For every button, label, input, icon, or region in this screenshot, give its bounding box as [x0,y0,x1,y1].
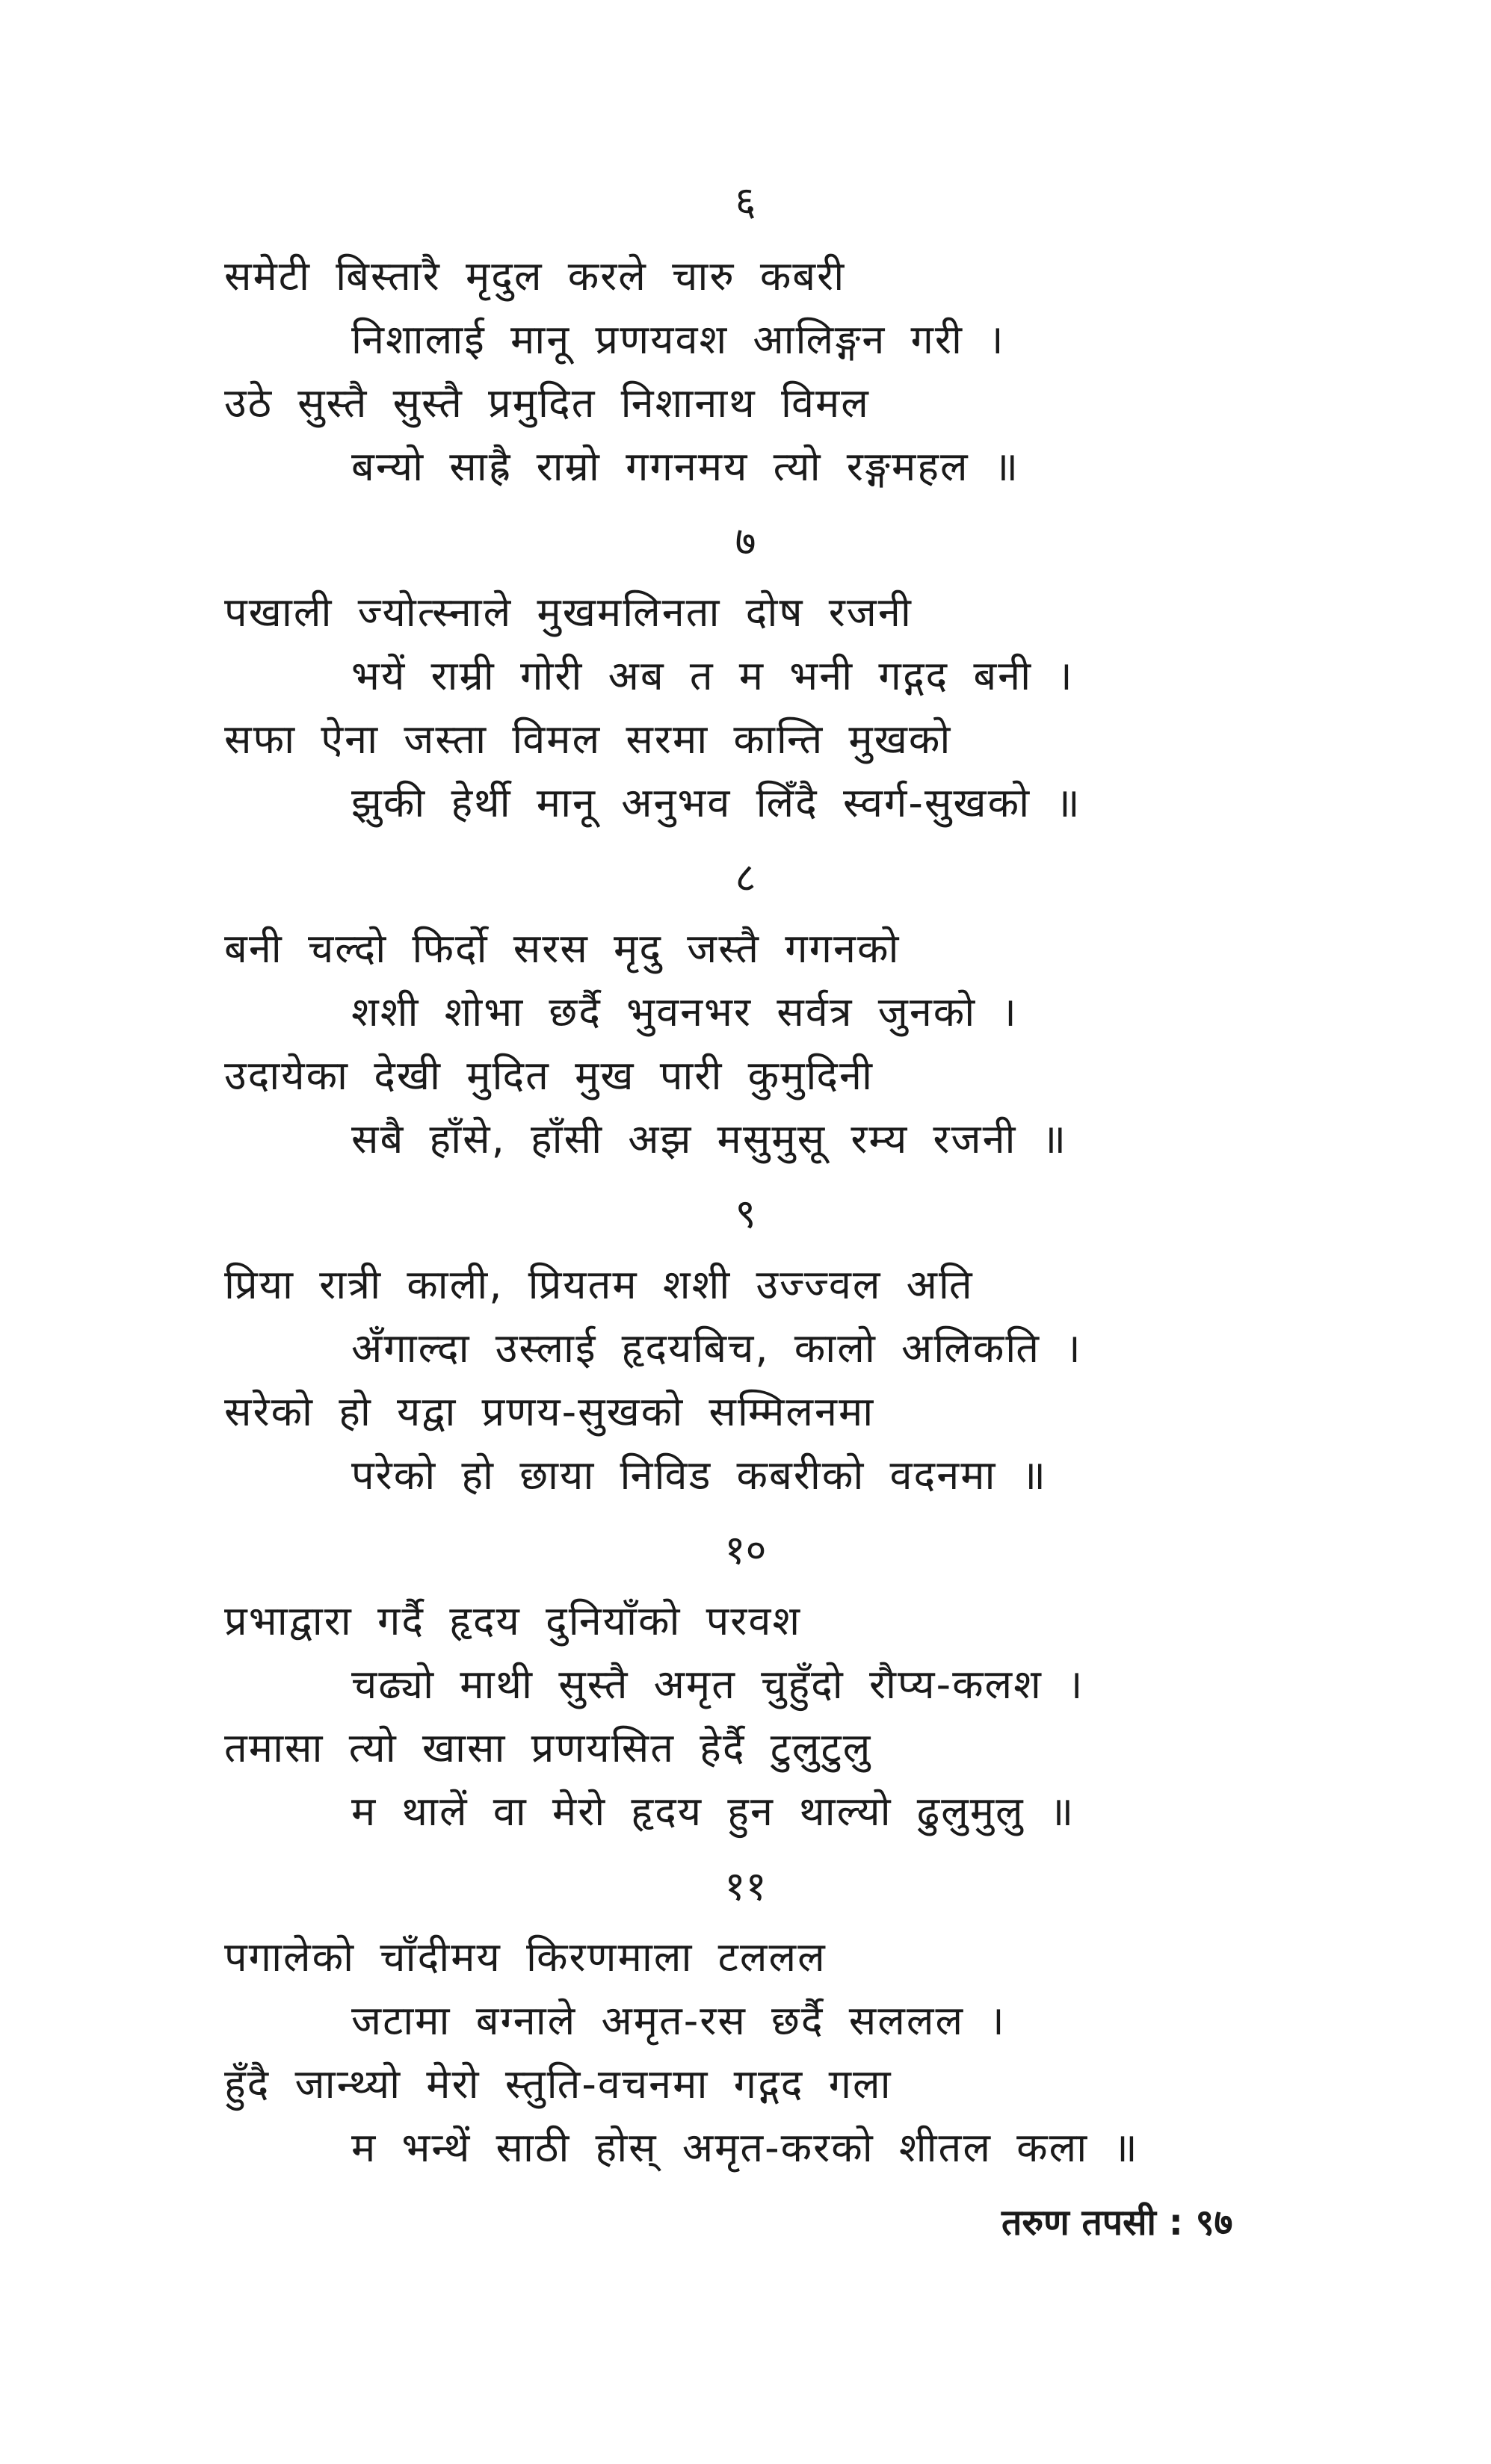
verse-line: उदायेका देखी मुदित मुख पारी कुमुदिनी [224,1052,874,1099]
verse-line: झुकी हेर्थी मानू अनुभव लिँदै स्वर्ग-सुखको ॥ [351,779,1081,826]
verse-line: पगालेको चाँदीमय किरणमाला टललल [224,1934,827,1981]
verse-line: अँगाल्दा उस्लाई हृदयबिच, कालो अलिकति । [351,1325,1082,1372]
stanza-number: ७ [735,518,756,565]
verse-line: प्रिया रात्री काली, प्रियतम शशी उज्ज्वल अति [224,1261,974,1308]
verse-line: जटामा बग्नाले अमृत-रस छर्दै सललल । [351,1997,1006,2044]
verse-line: बन्यो साह्रै राम्रो गगनमय त्यो रङ्गमहल ॥ [351,443,1020,490]
verse-line: सफा ऐना जस्ता विमल सरमा कान्ति मुखको [224,716,952,763]
verse-line: हुँदै जान्थ्यो मेरो स्तुति-वचनमा गद्गद गला [224,2061,892,2108]
stanza-number: ६ [735,178,756,225]
verse-line: चढ्यो माथी सुस्तै अमृत चुहुँदो रौप्य-कलश । [351,1661,1084,1708]
verse-line: सबै हाँसे, हाँसी अझ मसुमुसू रम्य रजनी ॥ [351,1115,1068,1163]
verse-line: बनी चल्दो फिर्दो सरस मृदु जस्तै गगनको [224,925,901,972]
verse-line: निशालाई मानू प्रणयवश आलिङ्गन गरी । [351,316,1005,363]
verse-line: परेको हो छाया निविड कबरीको वदनमा ॥ [351,1452,1047,1499]
verse-line: म थालें वा मेरो हृदय हुन थाल्यो ढुलुमुलु ॥ [351,1788,1075,1835]
verse-line: प्रभाद्वारा गर्दै हृदय दुनियाँको परवश [224,1597,802,1644]
verse-line: पखाली ज्योत्स्नाले मुखमलिनता दोष रजनी [224,589,913,636]
verse-line: सरेको हो यद्वा प्रणय-सुखको सम्मिलनमा [224,1388,875,1435]
verse-line: शशी शोभा छर्दै भुवनभर सर्वत्र जुनको । [351,988,1018,1036]
verse-line: म भन्थें साठी होस् अमृत-करको शीतल कला ॥ [351,2124,1139,2171]
verse-line: तमासा त्यो खासा प्रणयसित हेर्दै टुलुटुलु [224,1724,872,1771]
verse-line: उठे सुस्तै सुस्तै प्रमुदित निशानाथ विमल [224,380,870,427]
stanza-number: ११ [724,1863,767,1910]
verse-line: समेटी बिस्तारै मृदुल करले चारु कबरी [224,253,846,300]
verse-line: भयें राम्री गोरी अब त म भनी गद्गद बनी । [351,652,1074,699]
stanza-number: १० [724,1526,767,1573]
page-footer: तरुण तपसी : ९७ [1001,2202,1233,2244]
stanza-number: ८ [735,854,756,901]
stanza-number: ९ [735,1190,756,1237]
